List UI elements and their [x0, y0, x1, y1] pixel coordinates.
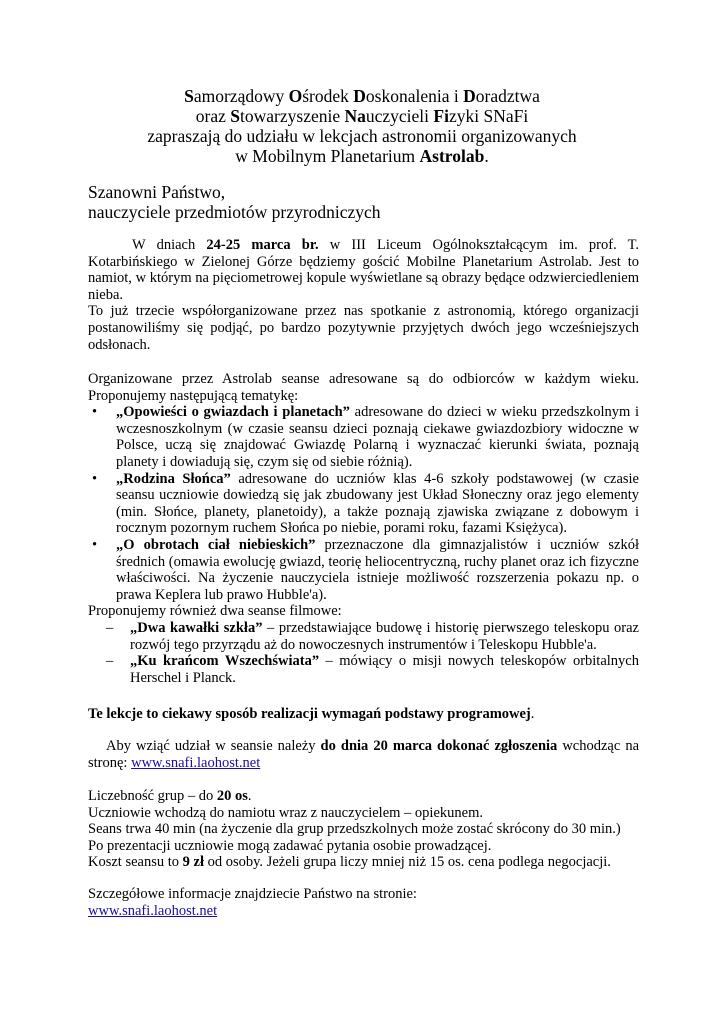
film-title: „Dwa kawałki szkła” — [130, 619, 263, 636]
core-curriculum-note: Te lekcje to ciekawy sposób realizacji wymagań podstawy programowej. — [88, 706, 535, 722]
header-text: środek — [302, 86, 354, 106]
entry-line: Uczniowie wchodzą do namiotu wraz z nauczycielem – opiekunem. — [88, 804, 483, 821]
header-initial: Na — [344, 106, 366, 126]
greeting-line-2: nauczyciele przedmiotów przyrodniczych — [88, 202, 381, 222]
list-item: • „O obrotach ciał niebieskich” przeznaczone dla gimnazjalistów i uczniów szkół średnich (omawia ewolucję gwiazd, teorię heliocentryczną, ruchy planet oraz ich fizyczne właściwości. Na życzenie nauczyciela istnieje możliwość rozszerzenia pokazu np. o prawa Keplera lub prawo Hubble'a). — [92, 536, 639, 603]
seanse-list — [88, 404, 639, 603]
seanse-title: „Opowieści o gwiazdach i planetach” — [116, 404, 350, 421]
duration-line: Seans trwa 40 min (na życzenie dla grup przedszkolnych może zostać skrócony do 30 min.) — [88, 821, 621, 838]
signup-section — [88, 738, 639, 771]
seanses-intro: Organizowane przez Astrolab seanse adresowane są do odbiorców w każdym wieku. Proponujemy następującą tematykę: — [88, 371, 639, 404]
header-initial: O — [288, 86, 303, 106]
films-intro: Proponujemy również dwa seanse filmowe: — [88, 603, 342, 620]
header-text: amorządowy — [193, 86, 289, 106]
header-text: oradztwa — [475, 86, 540, 106]
details-section — [88, 788, 639, 871]
signup-paragraph: Aby wziąć udział w seansie należy do dnia 20 marca dokonać zgłoszenia wchodząc na stronę: www.snafi.laohost.net — [88, 738, 640, 771]
dash-icon: – — [106, 619, 114, 636]
info-line: Szczegółowe informacje znajdziecie Państwo na stronie: — [88, 886, 417, 902]
header-text: towarzyszenie — [240, 106, 345, 126]
header-initial: D — [353, 86, 366, 106]
header-text: uczycieli — [365, 106, 434, 126]
astrolab-name: Astrolab — [419, 146, 485, 166]
event-dates: 24-25 marca br. — [206, 237, 319, 253]
bullet-icon: • — [92, 404, 98, 421]
intro-paragraph-2: To już trzecie współorganizowane przez nas spotkanie z astronomią, którego organizacji postanowiliśmy się podjąć, po bardzo pozytywnie przyjętych dwóch jego wcześniejszych odsłonach. — [88, 303, 639, 353]
group-size-line: Liczebność grup – do 20 os. — [88, 788, 252, 804]
questions-line: Po prezentacji uczniowie mogą zadawać pytania osobie prowadzącej. — [88, 837, 492, 854]
list-item: – „Dwa kawałki szkła” – przedstawiające budowę i historię pierwszego teleskopu oraz rozwój tego przyrządu aż do nowoczesnych instrumentów i Teleskopu Hubble'a. — [106, 619, 639, 653]
header-initial: S — [184, 86, 194, 106]
dash-icon: – — [106, 653, 114, 670]
header-initial: D — [463, 86, 476, 106]
list-item: • „Rodzina Słońca” adresowane do uczniów klas 4-6 szkoły podstawowej (w czasie seansu uczniowie dowiedzą się jak zbudowany jest Układ Słoneczny oraz jego elementy (min. Słońce, planety, planetoidy), a także poznają zjawiska związane z dobowym i rocznym pozornym ruchem Słońca po niebie, porami roku, fazami Księżyca). — [92, 470, 639, 537]
intro-paragraph-1: W dniach 24-25 marca br. w III Liceum Ogólnokształcącym im. prof. T. Kotarbińskiego w Zielonej Górze będziemy gościć Mobilne Planetarium Astrolab. Jest to namiot, w którym na pięciometrowej kopule wyświetlane są obrazy będące odzwierciedleniem nieba. — [88, 237, 640, 303]
film-title: „Ku krańcom Wszechświata” — [130, 653, 320, 670]
header-line-2 — [40, 106, 684, 126]
letter-header — [40, 86, 684, 166]
film-list — [88, 620, 639, 686]
header-line-3: zapraszają do udziału w lekcjach astronomii organizowanych — [147, 126, 577, 146]
seanses-section — [88, 371, 639, 686]
signup-deadline: do dnia 20 marca dokonać zgłoszenia — [320, 738, 558, 754]
intro-section — [88, 237, 639, 353]
header-initial: S — [230, 106, 241, 126]
greeting — [88, 182, 381, 222]
header-text: oskonalenia i — [365, 86, 464, 106]
header-line-1 — [40, 86, 684, 106]
seanse-title: „O obrotach ciał niebieskich” — [116, 536, 316, 553]
info-link[interactable]: www.snafi.laohost.net — [88, 902, 218, 919]
info-section — [88, 886, 639, 919]
header-line-4: w Mobilnym Planetarium Astrolab. — [235, 146, 489, 166]
price: 9 zł — [182, 854, 204, 871]
header-text: zyki SNaFi — [448, 106, 529, 126]
cost-line: Koszt seansu to 9 zł od osoby. Jeżeli grupa liczy mniej niż 15 os. cena podlega negocjacji. — [88, 854, 611, 871]
header-initial: Fi — [433, 106, 449, 126]
greeting-line-1: Szanowni Państwo, — [88, 182, 226, 202]
bullet-icon: • — [92, 470, 98, 487]
list-item: – „Ku krańcom Wszechświata” – mówiący o misji nowych teleskopów orbitalnych Herschel i Planck. — [106, 653, 639, 686]
seanse-title: „Rodzina Słońca” — [116, 470, 231, 487]
signup-link[interactable]: www.snafi.laohost.net — [131, 754, 261, 771]
header-text: oraz — [195, 106, 231, 126]
bullet-icon: • — [92, 536, 98, 553]
list-item: • „Opowieści o gwiazdach i planetach” adresowane do dzieci w wieku przedszkolnym i wczesnoszkolnym (w czasie seansu dzieci poznają ciekawe gwiazdozbiory widoczne w Polsce, uczą się znajdować Gwiazdę Polarną i wyznaczać kierunki świata, poznają planety i dowiadują się, czym się od siebie różnią). — [92, 404, 639, 470]
